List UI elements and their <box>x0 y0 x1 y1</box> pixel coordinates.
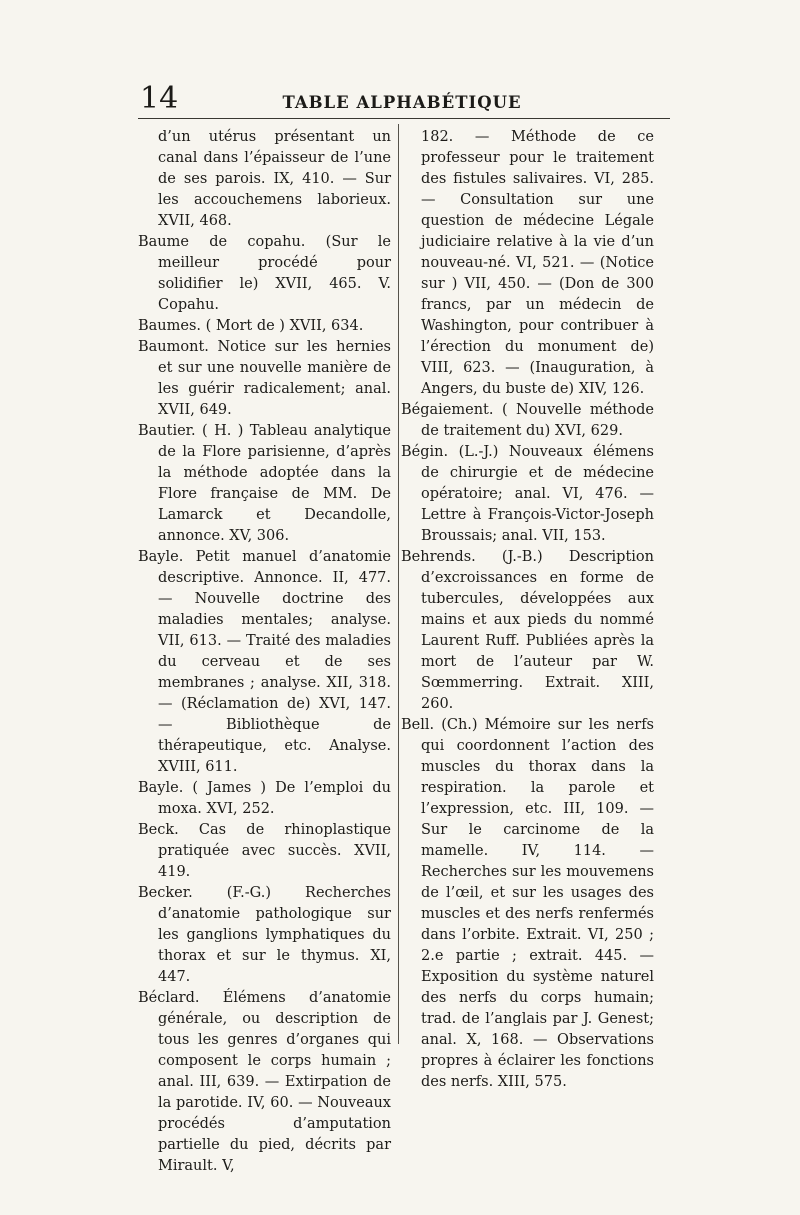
left-column <box>138 127 391 1177</box>
index-entry: Béclard. Élémens d’anatomie générale, ou description de tous les genres d’organes qui composent le corps humain ; anal. III, 639. — Extirpation de la parotide. IV, 60. — Nouveaux procédés d’amputation partielle du pied, décrits par Mirault. V, <box>138 990 391 1174</box>
running-title: TABLE ALPHABÉTIQUE <box>282 93 522 112</box>
index-entry: Bautier. ( H. ) Tableau analytique de la Flore parisienne, d’après la méthode adoptée dans la Flore française de MM. De Lamarck et Decandolle, annonce. XV, 306. <box>138 423 391 544</box>
index-entry: Bayle. Petit manuel d’anatomie descriptive. Annonce. II, 477. — Nouvelle doctrine des maladies mentales; analyse. VII, 613. — Traité des maladies du cerveau et de ses membranes ; analyse. XII, 318. — (Réclamation de) XVI, 147. — Bibliothèque de thérapeutique, etc. Analyse. XVIII, 611. <box>138 549 391 775</box>
column-rule <box>398 124 399 1044</box>
index-entry: Bell. (Ch.) Mémoire sur les nerfs qui coordonnent l’action des muscles du thorax dans la respiration. la parole et l’expression, etc. III, 109. — Sur le carcinome de la mamelle. IV, 114. — Recherches sur les mouvemens de l’œil, et sur les usages des muscles et des nerfs renfermés dans l’orbite. Extrait. VI, 250 ; 2.e partie ; extrait. 445. — Exposition du système naturel des nerfs du corps humain; trad. de l’anglais par J. Genest; anal. X, 168. — Observations propres à éclairer les fonctions des nerfs. XIII, 575. <box>401 717 654 1090</box>
right-column <box>401 127 654 1093</box>
index-entry: Baumont. Notice sur les hernies et sur une nouvelle manière de les guérir radicalement; anal. XVII, 649. <box>138 339 391 418</box>
index-entry: Becker. (F.-G.) Recherches d’anatomie pathologique sur les ganglions lymphatiques du thorax et sur le thymus. XI, 447. <box>138 885 391 985</box>
index-entry: Bayle. ( James ) De l’emploi du moxa. XVI, 252. <box>138 780 391 817</box>
index-entry: Beck. Cas de rhinoplastique pratiquée avec succès. XVII, 419. <box>138 822 391 880</box>
page-number: 14 <box>140 81 179 116</box>
index-entry: Bégaiement. ( Nouvelle méthode de traitement du) XVI, 629. <box>401 402 654 439</box>
index-entry: Baumes. ( Mort de ) XVII, 634. <box>138 318 364 334</box>
index-entry: d’un utérus présentant un canal dans l’épaisseur de l’une de ses parois. IX, 410. — Sur les accouchemens laborieux. XVII, 468. <box>158 129 391 229</box>
index-entry: Baume de copahu. (Sur le meilleur procédé pour solidifier le) XVII, 465. V. Copahu. <box>138 234 391 313</box>
index-entry: Bégin. (L.-J.) Nouveaux élémens de chirurgie et de médecine opératoire; anal. VI, 476. — Lettre à François-Victor-Joseph Broussais; anal. VII, 153. <box>401 444 654 544</box>
index-entry: 182. — Méthode de ce professeur pour le traitement des fistules salivaires. VI, 285. — Consultation sur une question de médecine Légale judiciaire relative à la vie d’un nouveau-né. VI, 521. — (Notice sur ) VII, 450. — (Don de 300 francs, par un médecin de Washington, pour contribuer à l’érection du monument de) VIII, 623. — (Inauguration, à Angers, du buste de) XIV, 126. <box>421 129 654 397</box>
header-rule <box>138 118 670 119</box>
index-entry: Behrends. (J.-B.) Description d’excroissances en forme de tubercules, développées aux mains et aux pieds du nommé Laurent Ruff. Publiées après la mort de l’auteur par W. Sœmmerring. Extrait. XIII, 260. <box>401 549 654 712</box>
